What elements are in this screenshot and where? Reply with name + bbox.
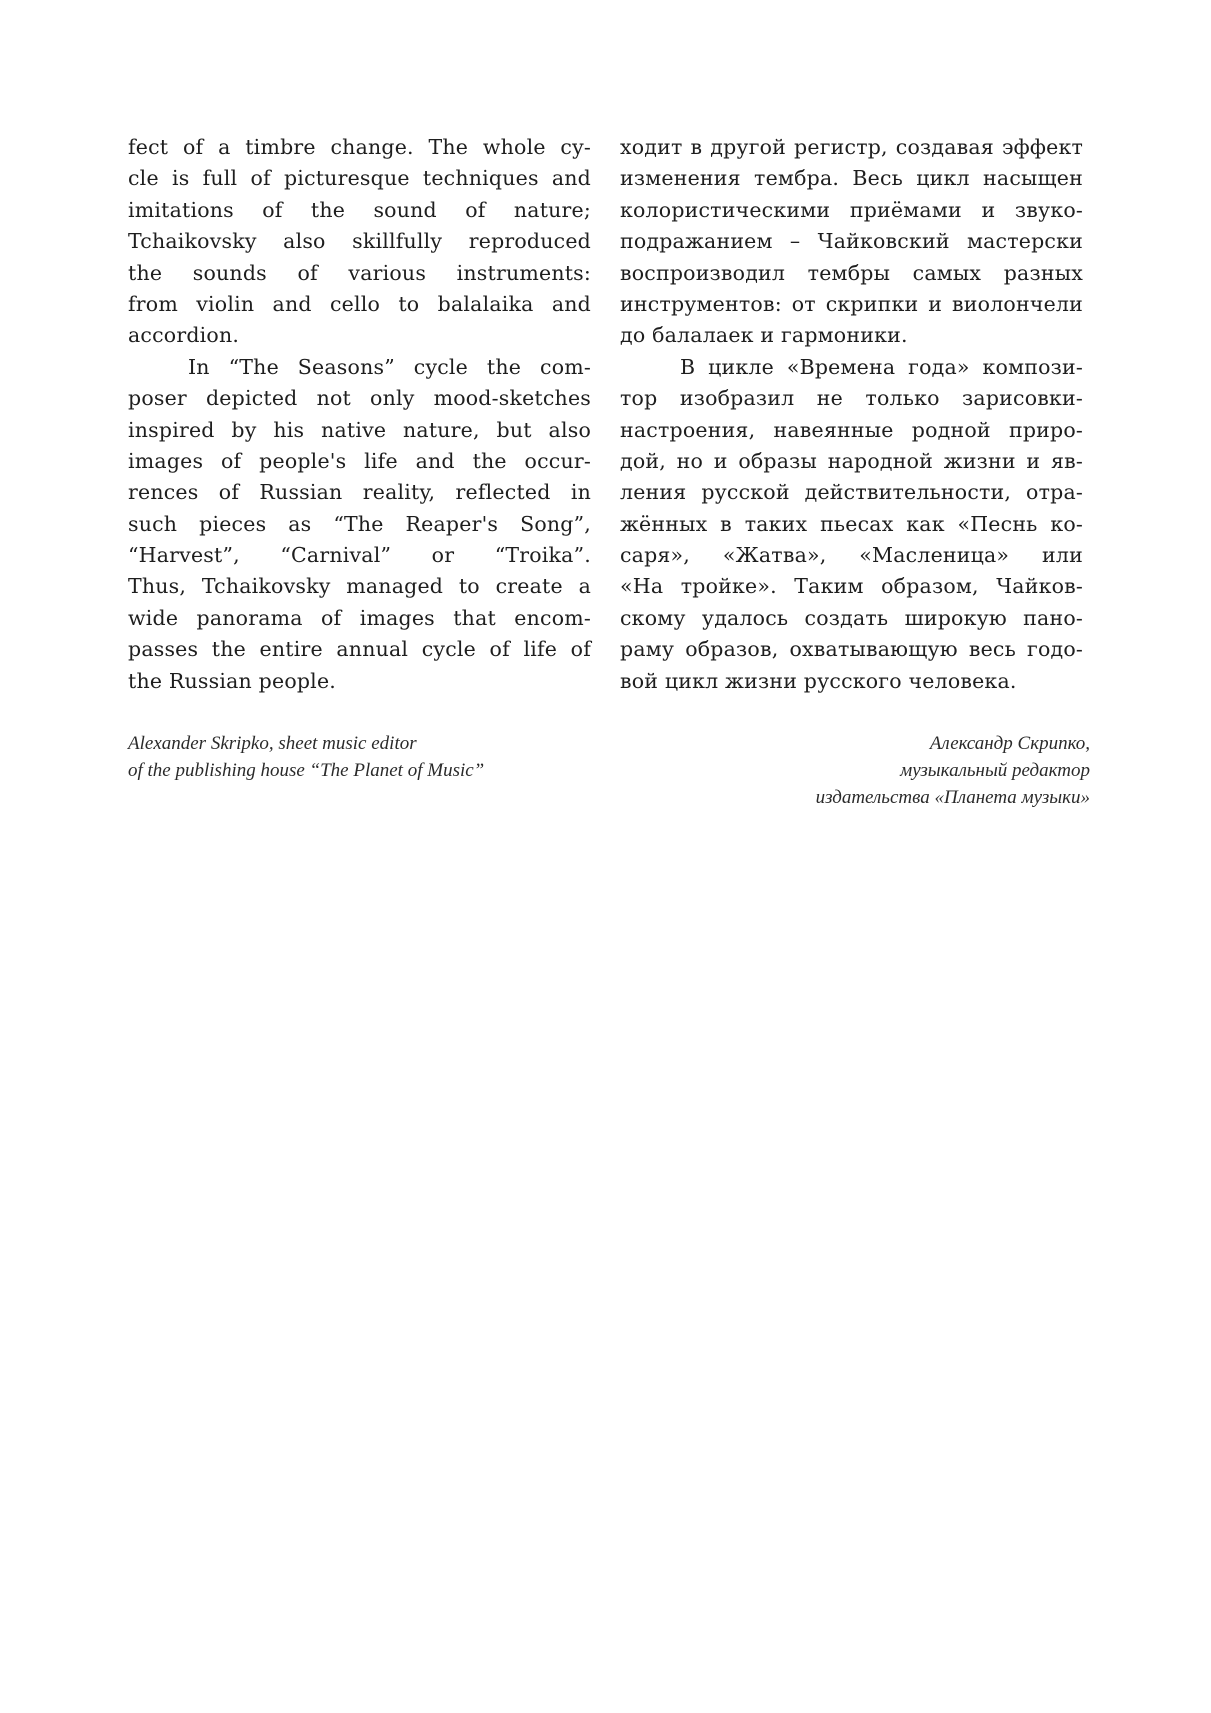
english-text-line: “Harvest”, “Carnival” or “Troika”. <box>128 543 591 568</box>
russian-text-line: инструментов: от скрипки и виолончели <box>620 291 1083 316</box>
russian-signature-line: музыкальный редактор <box>900 760 1090 781</box>
english-text-line: the sounds of various instruments: <box>128 260 591 285</box>
english-text-line: rences of Russian reality, reflected in <box>128 480 591 505</box>
english-text-line: accordion. <box>128 323 240 348</box>
russian-text-line: раму образов, охватывающую весь годо- <box>620 637 1083 662</box>
english-text-line: such pieces as “The Reaper's Song”, <box>128 511 591 536</box>
english-text-line: In “The Seasons” cycle the com- <box>188 354 591 379</box>
english-text-line: images of people's life and the occur- <box>128 448 591 473</box>
english-text-line: the Russian people. <box>128 668 336 693</box>
russian-text-line: вой цикл жизни русского человека. <box>620 668 1017 693</box>
russian-text-line: жённых в таких пьесах как «Песнь ко- <box>620 511 1083 536</box>
english-text-line: passes the entire annual cycle of life of <box>128 637 591 662</box>
english-signature-line: Alexander Skripko, sheet music editor <box>128 733 417 754</box>
russian-text-line: В цикле «Времена года» компози- <box>680 354 1083 379</box>
russian-text-line: изменения тембра. Весь цикл насыщен <box>620 166 1083 191</box>
russian-text-line: ходит в другой регистр, создавая эффект <box>620 135 1083 159</box>
russian-text-line: ления русской действительности, отра- <box>620 480 1083 505</box>
russian-signature-line: издательства «Планета музыки» <box>815 787 1090 808</box>
russian-signature <box>816 730 1090 811</box>
russian-text-line: воспроизводил тембры самых разных <box>620 260 1083 285</box>
russian-signature-line: Александр Скрипко, <box>929 733 1090 754</box>
english-signature <box>128 730 484 784</box>
english-text-line: poser depicted not only mood-sketches <box>128 386 591 411</box>
english-text-line: Thus, Tchaikovsky managed to create a <box>128 574 591 599</box>
russian-text-line: «На тройке». Таким образом, Чайков- <box>620 574 1083 599</box>
russian-text-line: подражанием – Чайковский мастерски <box>620 229 1083 254</box>
english-text-line: cle is full of picturesque techniques and <box>128 166 591 191</box>
russian-text-line: тор изобразил не только зарисовки- <box>620 386 1083 411</box>
russian-text-line: до балалаек и гармоники. <box>620 323 908 348</box>
english-signature-line: of the publishing house “The Planet of Music” <box>128 760 485 781</box>
english-text-line: from violin and cello to balalaika and <box>128 291 591 316</box>
english-text-line: Tchaikovsky also skillfully reproduced <box>128 229 591 254</box>
russian-text-line: дой, но и образы народной жизни и яв- <box>620 448 1083 473</box>
russian-text-line: саря», «Жатва», «Масленица» или <box>620 543 1083 568</box>
english-text-line: inspired by his native nature, but also <box>128 417 591 442</box>
russian-text-line: колористическими приёмами и звуко- <box>620 197 1083 222</box>
english-text-line: fect of a timbre change. The whole cy- <box>128 135 591 159</box>
russian-text-line: скому удалось создать широкую пано- <box>620 605 1083 630</box>
english-column <box>128 132 591 697</box>
english-text-line: wide panorama of images that encom- <box>128 605 591 630</box>
russian-text-line: настроения, навеянные родной приро- <box>620 417 1083 442</box>
english-text-line: imitations of the sound of nature; <box>128 197 591 222</box>
russian-column <box>620 132 1083 697</box>
